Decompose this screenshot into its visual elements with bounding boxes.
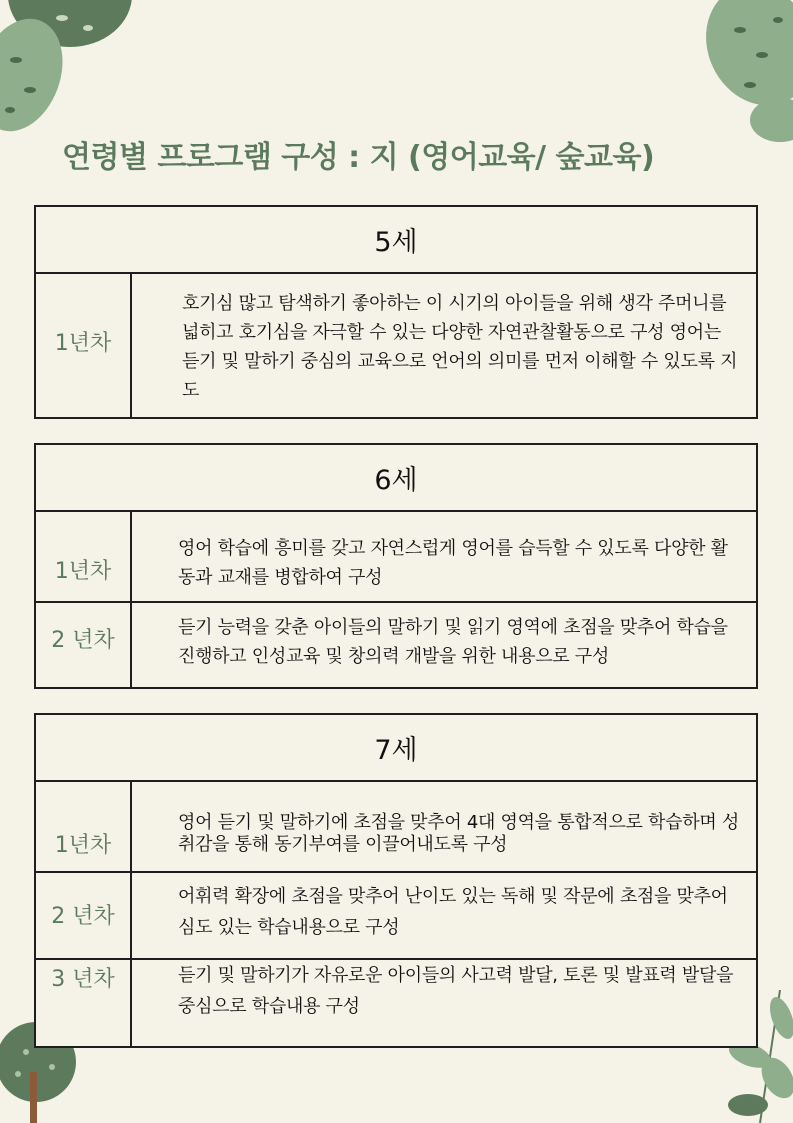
program-description: 듣기 능력을 갖춘 아이들의 말하기 및 읽기 영역에 초점을 맞추어 학습을 진행하고 인성교육 및 창의력 개발을 위한 내용으로 구성 [178, 617, 728, 667]
table-row [36, 871, 756, 958]
table-row [36, 512, 756, 601]
program-description: 어휘력 확장에 초점을 맞추어 난이도 있는 독해 및 작문에 초점을 맞추어 심도 있는 학습내용으로 구성 [178, 886, 728, 938]
age-header: 7세 [36, 715, 756, 782]
leaf-cluster-top-right-icon [700, 0, 793, 150]
year-label: 2 년차 [36, 873, 132, 958]
page-title: 연령별 프로그램 구성 : 지 (영어교육/ 숲교육) [62, 140, 655, 175]
age-6-table [34, 443, 758, 689]
program-description: 호기심 많고 탐색하기 좋아하는 이 시기의 아이들을 위해 생각 주머니를 넓히고 호기심을 자극할 수 있는 다양한 자연관찰활동으로 구성 영어는 듣기 및 말하기 중심의 교육으로 언어의 의미를 먼저 이해할 수 있도록 지도 [182, 293, 738, 401]
year-label: 1년차 [36, 512, 132, 601]
age-5-table [34, 205, 758, 419]
age-header: 6세 [36, 445, 756, 512]
program-description: 듣기 및 말하기가 자유로운 아이들의 사고력 발달, 토론 및 발표력 발달을 중심으로 학습내용 구성 [178, 965, 734, 1017]
table-row [36, 958, 756, 1046]
leaf-cluster-top-left-icon [0, 0, 140, 140]
program-description: 영어 학습에 흥미를 갖고 자연스럽게 영어를 습득할 수 있도록 다양한 활동과 교재를 병합하여 구성 [178, 538, 728, 588]
table-row [36, 274, 756, 417]
program-description: 영어 듣기 및 말하기에 초점을 맞추어 4대 영역을 통합적으로 학습하며 성취감을 통해 동기부여를 이끌어내도록 구성 [178, 812, 739, 855]
age-header: 5세 [36, 207, 756, 274]
year-label: 2 년차 [36, 603, 132, 687]
year-label: 1년차 [36, 782, 132, 871]
table-row [36, 782, 756, 871]
table-row [36, 601, 756, 687]
year-label: 3 년차 [36, 960, 132, 1046]
age-7-table [34, 713, 758, 1048]
year-label: 1년차 [36, 274, 132, 417]
